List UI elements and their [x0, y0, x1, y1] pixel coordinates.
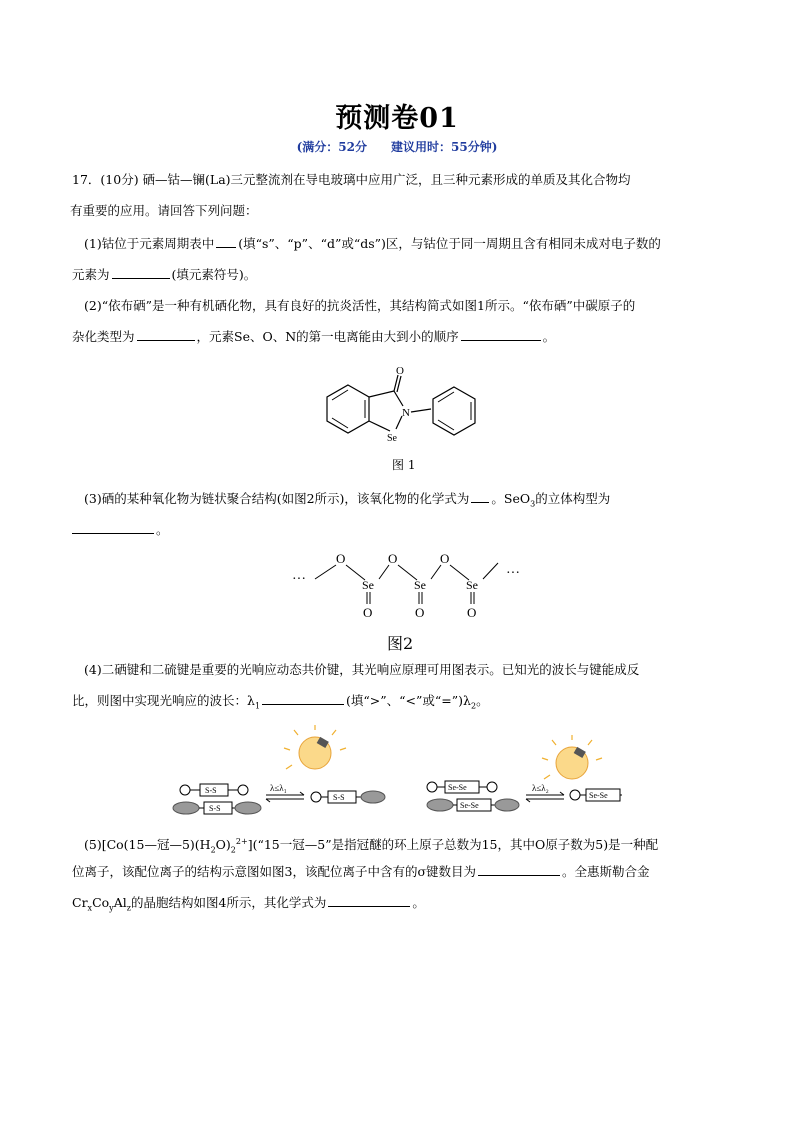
figure1-caption: 图 1 — [392, 458, 416, 472]
sese-bond-diagram-left — [427, 781, 519, 811]
time-text: 建议用时：55分钟) — [391, 140, 498, 154]
lambda2-condition: λ≤λ₂ — [532, 783, 549, 793]
q17-intro-line1: 17．(10分) 硒—钴—镧(La)三元整流剂在导电玻璃中应用广泛，且三种元素形成的单质及其化合物均 — [72, 172, 631, 187]
fig2-O-5: O — [415, 605, 425, 620]
fig2-O-4: O — [363, 605, 373, 620]
ss-bond-diagram-right — [311, 791, 385, 803]
answer-blank[interactable] — [137, 327, 195, 341]
light-bulb-icon-right — [542, 735, 602, 779]
answer-blank[interactable] — [262, 691, 344, 705]
answer-blank[interactable] — [216, 234, 236, 248]
fig2-ellipsis-right: ··· — [506, 566, 520, 581]
answer-blank[interactable] — [72, 520, 154, 534]
svg-text:S-S: S-S — [209, 804, 221, 813]
answer-blank[interactable] — [112, 265, 170, 279]
fig2-Se-3: Se — [466, 578, 478, 592]
score-text: (满分：52分 — [296, 140, 367, 154]
q17-part3-line2: 。 — [72, 520, 732, 540]
q17-part5-line3: $Cr_xCo_yAl_z$的晶胞结构如图4所示，其化学式为 。 — [72, 895, 425, 913]
figure-photoresponse — [170, 725, 630, 820]
fig1-Se-label: Se — [387, 433, 397, 444]
fig2-ellipsis-left: ··· — [292, 572, 306, 587]
answer-blank[interactable] — [328, 893, 410, 907]
answer-blank[interactable] — [471, 489, 489, 503]
q17-intro-line2: 有重要的应用。请回答下列问题： — [70, 203, 258, 218]
answer-blank[interactable] — [461, 327, 541, 341]
fig2-O-2: O — [388, 551, 398, 566]
svg-text:S-S: S-S — [333, 793, 345, 802]
page-title: 预测卷01 — [335, 103, 459, 134]
figure1-ebselen-structure — [318, 364, 508, 454]
q17-part3-line1: (3)硒的某种氧化物为链状聚合结构(如图2所示)，该氧化物的化学式为 。SeO$_3$的立体构型为 — [84, 491, 611, 509]
q17-part2-line1: (2)“依布硒”是一种有机硒化物，具有良好的抗炎活性，其结构简式如图1所示。“依布硒”中碳原子的 — [84, 298, 636, 313]
q17-part5-line2: 位离子，该配位离子的结构示意图如图3，该配位离子中含有的σ键数目为 。全惠斯勒合金 — [72, 864, 650, 879]
q17-part4-line2: 比，则图中实现光响应的波长：$\lambda_1$ (填“>”、“<”或“$=”)\lambda_2$。 — [72, 693, 489, 711]
figure2-seo2-chain — [290, 545, 540, 625]
svg-text:Se-Se: Se-Se — [448, 783, 467, 792]
light-bulb-icon-left — [284, 725, 346, 769]
fig1-N-label: N — [402, 407, 410, 419]
q17-part4-line1: (4)二硒键和二硫键是重要的光响应动态共价键，其光响应原理可用图表示。已知光的波长与键能成反 — [84, 662, 640, 677]
fig2-Se-1: Se — [362, 578, 374, 592]
answer-blank[interactable] — [478, 862, 560, 876]
q17-part1-line2: 元素为 (填元素符号)。 — [72, 267, 257, 282]
fig1-O-label: O — [396, 365, 404, 377]
fig2-O-1: O — [336, 551, 346, 566]
svg-text:S-S: S-S — [205, 786, 217, 795]
figure2-caption: 图2 — [387, 634, 414, 653]
q17-part2-line2: 杂化类型为 ，元素Se、O、N的第一电离能由大到小的顺序 。 — [72, 329, 556, 344]
fig2-Se-2: Se — [414, 578, 426, 592]
fig2-O-6: O — [467, 605, 477, 620]
page-subtitle — [0, 138, 794, 155]
fig2-O-3: O — [440, 551, 450, 566]
svg-text:Se-Se: Se-Se — [460, 801, 479, 810]
ss-bond-diagram-left — [173, 784, 261, 814]
svg-text:Se-Se: Se-Se — [589, 791, 608, 800]
q17-part1-line1: (1)钴位于元素周期表中 (填“s”、“p”、“d”或“ds”)区，与钴位于同一周期且含有相同未成对电子数的 — [84, 236, 661, 251]
q17-part5-line1: (5)[Co(15—冠$—5)(H_2O)_2^{2+}](“15$一冠—5”是指冠醚的环上原子总数为15，其中O原子数为5)是一种配 — [84, 837, 659, 855]
lambda1-condition: λ≤λ₁ — [270, 783, 287, 793]
sese-bond-diagram-right — [570, 789, 622, 801]
